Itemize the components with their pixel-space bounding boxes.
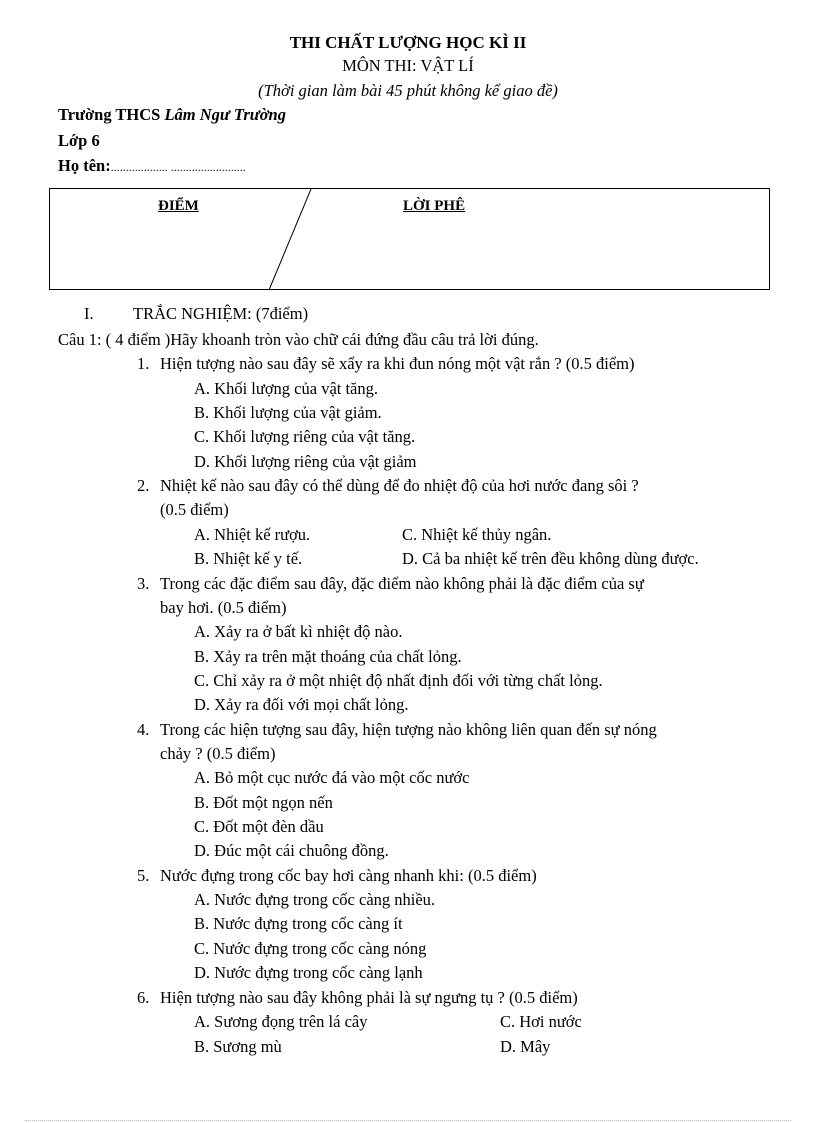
- answer-option: A. Sương đọng trên lá cây: [194, 1012, 368, 1031]
- question-text-cont: chảy ? (0.5 điểm): [160, 744, 276, 763]
- question-text: Nhiệt kế nào sau đây có thể dùng để đo nhiệt độ của hơi nước đang sôi ?: [160, 476, 639, 495]
- question-text: Hiện tượng nào sau đây sẽ xẩy ra khi đun nóng một vật rắn ? (0.5 điểm): [160, 354, 635, 373]
- answer-option: A. Xảy ra ở bất kì nhiệt độ nào.: [194, 622, 403, 641]
- comment-label: LỜI PHÊ: [403, 198, 466, 214]
- answer-option: B. Nước đựng trong cốc càng ít: [194, 914, 403, 933]
- exam-subject: MÔN THI: VẬT LÍ: [342, 56, 474, 75]
- answer-option: D. Xảy ra đối với mọi chất lỏng.: [194, 695, 409, 714]
- answer-option: C. Nhiệt kế thủy ngân.: [402, 525, 552, 544]
- answer-option: D. Cả ba nhiệt kế trên đều không dùng được.: [402, 549, 699, 568]
- question-intro: Câu 1: ( 4 điểm )Hãy khoanh tròn vào chữ cái đứng đầu câu trả lời đúng.: [58, 330, 539, 349]
- exam-duration: (Thời gian làm bài 45 phút không kể giao đề): [258, 81, 558, 100]
- question-number: 6.: [137, 988, 150, 1007]
- answer-option: D. Khối lượng riêng của vật giảm: [194, 452, 417, 471]
- answer-option: B. Xảy ra trên mặt thoáng của chất lỏng.: [194, 647, 462, 666]
- question-number: 4.: [137, 720, 150, 739]
- section-number: I.: [84, 304, 94, 323]
- page-bottom-border: [25, 1120, 791, 1121]
- school-name: Lâm Ngư Trường: [164, 105, 286, 124]
- question-number: 1.: [137, 354, 150, 373]
- answer-option: D. Nước đựng trong cốc càng lạnh: [194, 963, 423, 982]
- answer-option: A. Khối lượng của vật tăng.: [194, 379, 379, 398]
- answer-option: B. Nhiệt kế y tế.: [194, 549, 303, 568]
- answer-option: D. Mây: [500, 1037, 551, 1056]
- section-title: TRẮC NGHIỆM: (7điểm): [133, 304, 309, 323]
- answer-option: A. Bỏ một cục nước đá vào một cốc nước: [194, 768, 470, 787]
- class-line: Lớp 6: [58, 131, 100, 150]
- answer-option: C. Nước đựng trong cốc càng nóng: [194, 939, 427, 958]
- name-dots: ................... .........................: [110, 160, 246, 174]
- answer-option: D. Đúc một cái chuông đồng.: [194, 841, 389, 860]
- answer-option: B. Đốt một ngọn nến: [194, 793, 333, 812]
- answer-option: A. Nước đựng trong cốc càng nhiều.: [194, 890, 436, 909]
- answer-option: C. Chỉ xảy ra ở một nhiệt độ nhất định đối với từng chất lỏng.: [194, 671, 603, 690]
- answer-option: C. Hơi nước: [500, 1012, 582, 1031]
- answer-option: A. Nhiệt kế rượu.: [194, 525, 311, 544]
- question-text: Nước đựng trong cốc bay hơi càng nhanh khi: (0.5 điểm): [160, 866, 537, 885]
- question-text-cont: bay hơi. (0.5 điểm): [160, 598, 287, 617]
- answer-option: C. Đốt một đèn dầu: [194, 817, 324, 836]
- name-line: [58, 158, 246, 175]
- question-text: Trong các đặc điểm sau đây, đặc điểm nào không phải là đặc điểm của sự: [160, 574, 644, 593]
- question-number: 2.: [137, 476, 150, 495]
- exam-title: THI CHẤT LƯỢNG HỌC KÌ II: [289, 33, 527, 52]
- question-text-cont: (0.5 điểm): [160, 500, 229, 519]
- question-text: Hiện tượng nào sau đây không phải là sự ngưng tụ ? (0.5 điểm): [160, 988, 578, 1007]
- question-text: Trong các hiện tượng sau đây, hiện tượng nào không liên quan đến sự nóng: [160, 720, 657, 739]
- grade-comment-box: [49, 188, 770, 290]
- school-prefix: Trường THCS: [58, 105, 165, 124]
- answer-option: C. Khối lượng riêng của vật tăng.: [194, 427, 416, 446]
- question-number: 3.: [137, 574, 150, 593]
- score-label: ĐIỂM: [158, 198, 199, 214]
- answer-option: B. Sương mù: [194, 1037, 282, 1056]
- name-label: Họ tên:: [58, 156, 111, 175]
- question-number: 5.: [137, 866, 150, 885]
- school-line: [58, 107, 286, 124]
- answer-option: B. Khối lượng của vật giảm.: [194, 403, 382, 422]
